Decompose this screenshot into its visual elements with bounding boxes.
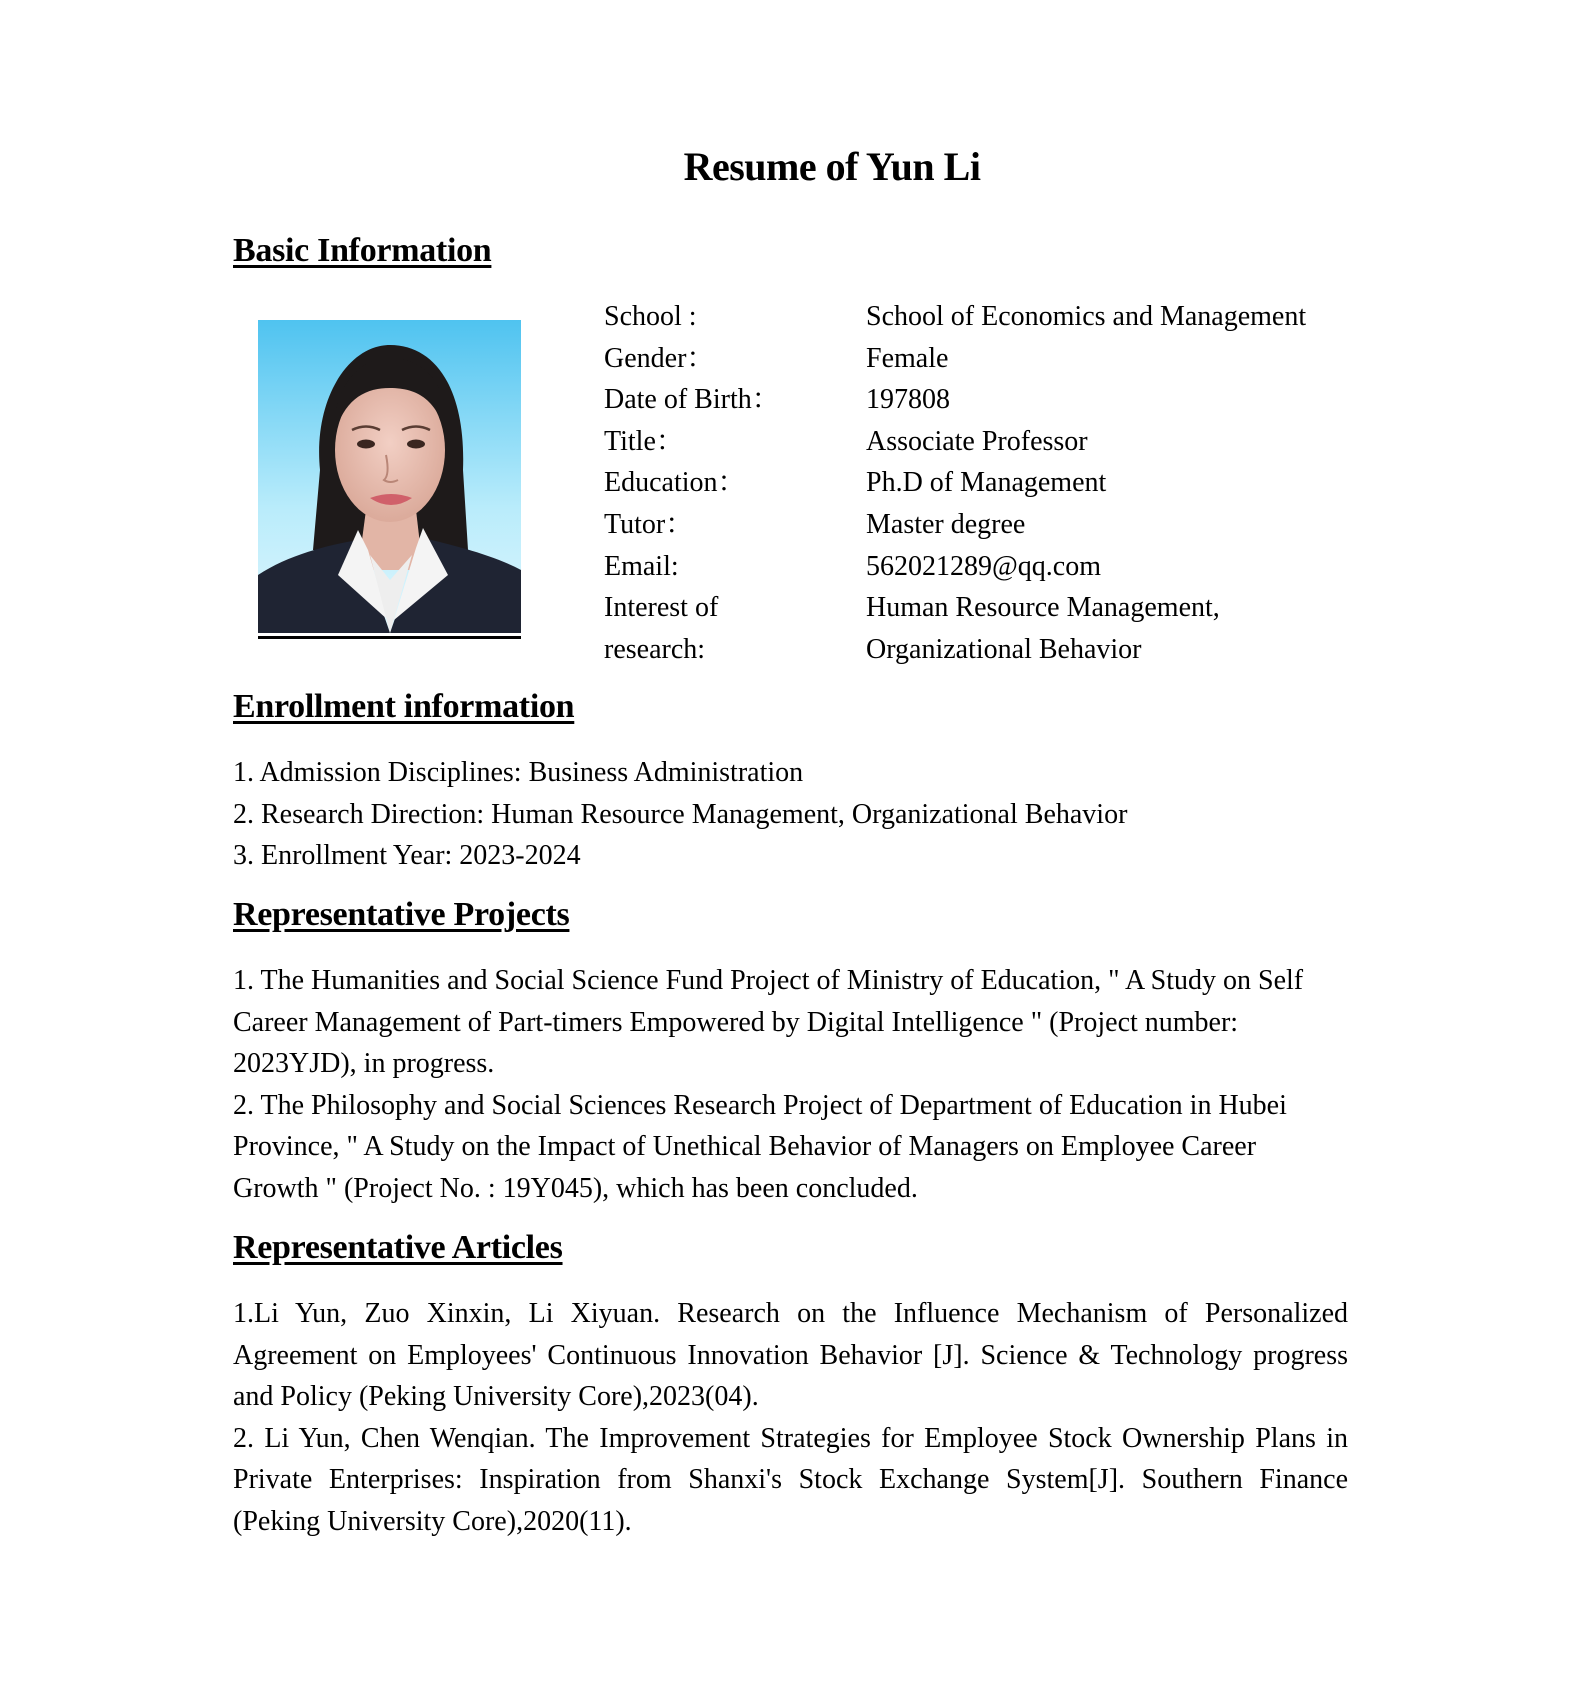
articles-list [233,1293,1348,1543]
portrait-photo-icon [258,320,521,633]
info-label: Title： [604,425,684,457]
info-value: Female [866,342,949,374]
info-value: School of Economics and Management [866,301,1307,332]
info-row-interest [604,587,1426,629]
list-item: 3. Enrollment Year: 2023-2024 [233,840,581,872]
section-heading-articles: Representative Articles [233,1229,563,1266]
info-label: research: [604,633,706,665]
info-label: Date of Birth： [604,384,780,416]
info-value: Human Resource Management, [866,592,1220,624]
section-heading-basic-information: Basic Information [233,232,492,269]
info-label: Interest of [604,592,719,624]
article-item: 2. Li Yun, Chen Wenqian. The Improvement Strategies for Employee Stock Ownership Plans in Private Enterprises: Inspiration from Shanxi's Stock Exchange System[J]. Southern Finance (Peking University Core),2020(11). [233,1422,1348,1537]
projects-list [233,960,1348,1210]
basic-info-table [604,296,1426,670]
info-label: Tutor： [604,508,694,540]
info-value: 197808 [866,384,950,416]
list-item: 1. Admission Disciplines: Business Administration [233,757,804,788]
portrait-photo [258,320,521,633]
project-item: 2. The Philosophy and Social Sciences Research Project of Department of Education in Hubei Province, " A Study on the Impact of Unethical Behavior of Managers on Employee Career Growth " (Project No. : 19Y045), which has been concluded. [233,1089,1287,1204]
section-heading-enrollment: Enrollment information [233,688,575,725]
enrollment-list [233,752,1353,877]
info-label: Email: [604,550,679,582]
info-value: Ph.D of Management [866,467,1107,499]
info-row-title [604,421,1426,463]
info-value: Associate Professor [866,425,1088,457]
info-row-email [604,546,1426,588]
photo-underline [258,636,521,639]
list-item: 2. Research Direction: Human Resource Management, Organizational Behavior [233,798,1128,830]
info-row-date-of-birth [604,379,1426,421]
info-row-tutor [604,504,1426,546]
info-label: School : [604,301,697,332]
info-row-gender [604,338,1426,380]
info-row-school [604,296,1426,338]
info-value: Organizational Behavior [866,633,1142,665]
section-heading-projects: Representative Projects [233,896,570,933]
project-item: 1. The Humanities and Social Science Fund Project of Ministry of Education, " A Study on Self Career Management of Part-timers Empowered by Digital Intelligence " (Project number: 2023YJD), in progress. [233,965,1304,1080]
info-row-education [604,462,1426,504]
page-title: Resume of Yun Li [683,144,981,189]
info-label: Gender： [604,342,715,374]
info-row-interest-cont [604,629,1426,671]
info-value: Master degree [866,508,1026,540]
article-item: 1.Li Yun, Zuo Xinxin, Li Xiyuan. Research on the Influence Mechanism of Personalized Agreement on Employees' Continuous Innovation Behavior [J]. Science & Technology progress and Policy (Peking University Core),2023(04). [233,1298,1348,1413]
email-link[interactable]: 562021289@qq.com [866,550,1101,582]
info-label: Education： [604,467,746,499]
